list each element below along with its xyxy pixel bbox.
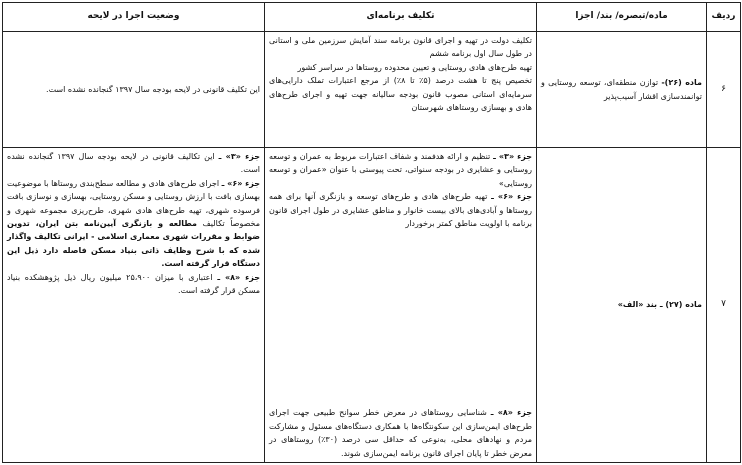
status-item-6 [7,177,260,271]
item-text: اعتباری با میزان ۲۵،۹۰۰ میلیون ریال ذیل پژوهشکده بنیاد مسکن قرار گرفته است. [7,272,260,296]
task-cell [265,32,537,148]
row-number: ۶ [707,32,741,148]
status-item-8 [7,271,260,298]
status-cell [3,32,265,148]
item-text: این تکالیف قانونی در لایحه بودجه سال ۱۳۹۷ گنجانده نشده است. [7,152,260,175]
status-table [2,2,741,463]
status-text: این تکلیف قانونی در لایحه بودجه سال ۱۳۹۷ گنجانده نشده است. [46,84,260,94]
header-row-number: ردیف [707,3,741,32]
article-title: توازن منطقه‌ای، توسعه روستایی و توانمندسازی اقشار آسیب‌پذیر [541,78,702,101]
task-item-3 [269,150,532,190]
article-cell [537,148,707,463]
task-line: تخصیص پنج تا هشت درصد (۵٪ تا ۸٪) از مرجع اعتبارات تملک دارایی‌های سرمایه‌ای استانی مصوب قانون بودجه سالیانه جهت تهیه و اجرای طرح‌های هادی و بهسازی روستاهای شهرستان [269,76,532,113]
task-line: تهیه طرح‌های هادی روستایی و تعیین محدوده روستاها در سراسر کشور [297,62,532,72]
header-row [3,3,741,32]
item-text: تنظیم و ارائه هدفمند و شفاف اعتبارات مربوط به عمران و توسعه روستایی و عشایری در بودجه سنواتی، تحت پیوستی با عنوان «عمران و توسعه روستایی» [269,152,532,188]
item-label: جزء «۸» ـ [217,272,260,282]
table-row [3,32,741,148]
task-item-6 [269,190,532,230]
article-title: ماده (۲۷) ـ بند «الف» [617,300,702,310]
item-text: شناسایی روستاهای در معرض خطر سوانح طبیعی جهت اجرای طرح‌های ایمن‌سازی این سکونتگاه‌ها با همکاری دستگاه‌های مسئول و مشارکت مردم و نهادهای محلی، به‌نوعی که حداقل سی درصد (۳۰٪) روستاهای در معرض خطر تا پایان اجرای قانون برنامه ایمن‌سازی شوند. [269,408,532,458]
item-text: تهیه طرح‌های هادی و طرح‌های توسعه و بازنگری آنها برای همه روستاها و آبادی‌های بالای بیست خانوار و مناطق عشایری در طول اجرای قانون برنامه با اولویت مناطق کمتر برخوردار [269,192,532,229]
article-label: ماده (۲۶)- [661,78,702,88]
task-cell [265,148,537,463]
item-label: جزء «۳» ـ [218,152,260,161]
task-item-8 [269,406,532,460]
status-cell [3,148,265,463]
table-row [3,148,741,463]
header-status: وضعیت اجرا در لایحه [3,3,265,32]
item-label: جزء «۶» ـ [221,178,260,188]
item-emphasis: مطالعه و بازنگری آیین‌نامه بتن ایران، تدوین ضوابط و مقررات شهری معماری اسلامی - ایرانی تکالیف واگذار شده که با شرح وظایف ذاتی بنیاد مسکن فاصله دارد ذیل این دستگاه قرار گرفته است. [7,219,260,269]
article-cell [537,32,707,148]
spacer [269,230,532,406]
header-task: تکلیف برنامه‌ای [265,3,537,32]
task-line: تکلیف دولت در تهیه و اجرای قانون برنامه سند آمایش سرزمین ملی و استانی در طول سال اول برنامه ششم [269,36,532,59]
item-label: جزء «۶» ـ [491,192,532,202]
item-label: جزء «۳» ـ [493,152,532,161]
row-number: ۷ [707,148,741,463]
item-text: اجرای طرح‌های هادی و مطالعه سطح‌بندی روستاها با موضوعیت بهسازی بافت با ارزش روستایی و مسکن روستایی، بهسازی و نوسازی بافت فرسوده شهری، تهیه طرح‌های هادی شهری، طرح‌ریزی مجموعه شهری و مخصوصاً تکالیف [7,178,260,229]
header-article: ماده/تبصره/ بند/ اجزا [537,3,707,32]
item-label: جزء «۸» ـ [490,408,532,418]
status-item-3 [7,150,260,177]
